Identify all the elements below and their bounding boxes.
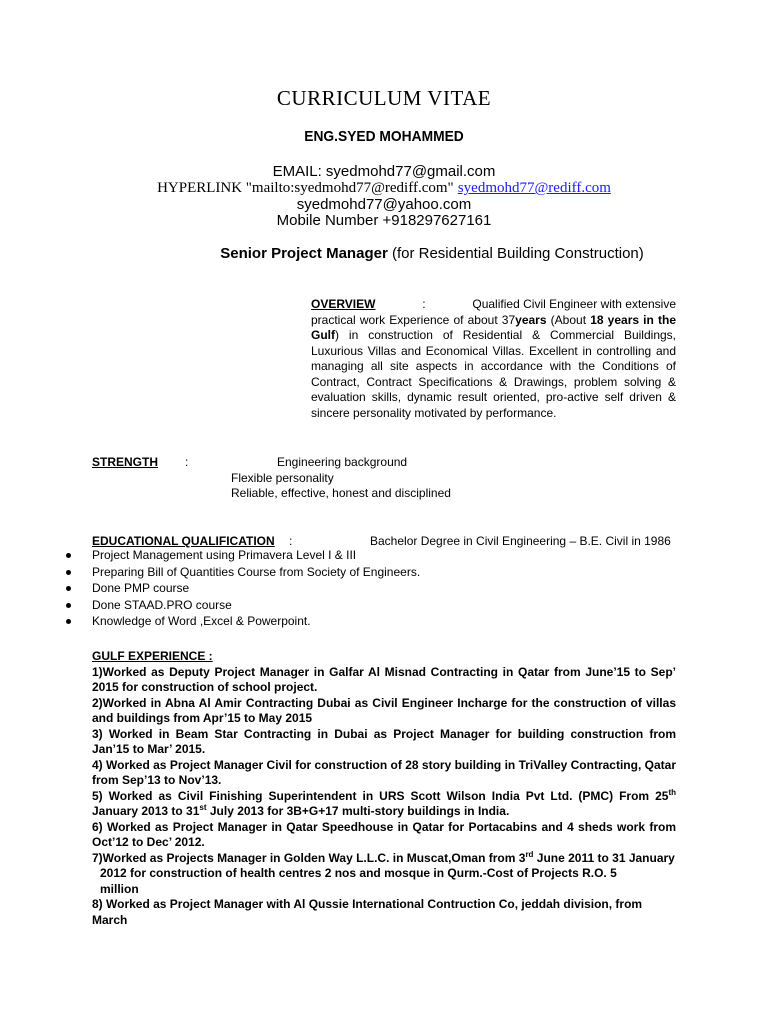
gulf-heading: GULF EXPERIENCE : <box>92 649 213 663</box>
overview-bold-gulf: 18 years in the Gulf <box>311 312 676 342</box>
list-item <box>66 597 706 614</box>
overview-text-1: Qualified Civil Engineer with extensive practical work Experience of about 37 <box>311 297 676 327</box>
list-item <box>66 613 706 630</box>
overview-colon: : <box>422 297 426 311</box>
experience-entry-continued: million <box>100 881 139 896</box>
overview-text-3: ) in construction of Residential & Commercial Buildings, Luxurious Villas and Economical Villas. Excellent in controlling and managing all site aspects in accordance with the Conditions of Contract, Contract Specifications & Drawings, problem solving & evaluation skills, dynamic result oriented, pro-active self driven & sincere personality motivated by performance. <box>311 328 676 420</box>
strength-item: Flexible personality <box>231 471 334 485</box>
bullet-icon <box>66 586 71 591</box>
entry-superscript: rd <box>525 849 534 859</box>
education-heading-text: EDUCATIONAL QUALIFICATION <box>92 534 275 548</box>
entry-text: July 2013 for 3B+G+17 multi-story buildings in India. <box>206 804 510 818</box>
mobile-number: Mobile Number +918297627161 <box>276 212 492 229</box>
experience-entry <box>92 789 676 820</box>
experience-entry-continued: 2012 for construction of health centres 2 nos and mosque in Qurm.-Cost of Projects R.O. 5 <box>100 866 617 880</box>
email-yahoo: syedmohd77@yahoo.com <box>296 196 472 213</box>
list-item <box>66 580 706 597</box>
strength-item: Reliable, effective, honest and disciplined <box>231 486 451 500</box>
bullet-icon <box>66 553 71 558</box>
list-item <box>66 547 706 564</box>
entry-text: June 2011 to 31 January <box>533 850 675 865</box>
list-item-text: Knowledge of Word ,Excel & Powerpoint. <box>92 614 311 628</box>
experience-entry: 2)Worked in Abna Al Amir Contracting Dubai as Civil Engineer Incharge for the construction of villas and buildings from Apr’15 to May 2015 <box>92 695 676 725</box>
bullet-icon <box>66 570 71 575</box>
overview-heading: OVERVIEW <box>311 297 376 311</box>
hyperlink-line <box>0 179 768 197</box>
entry-superscript: st <box>199 803 207 812</box>
strength-heading <box>92 455 158 471</box>
bullet-icon <box>66 619 71 624</box>
strength-colon: : <box>185 455 189 469</box>
list-item <box>66 564 706 581</box>
overview-text-2: (About <box>546 312 591 327</box>
experience-entry: 8) Worked as Project Manager with Al Qussie International Contruction Co, jeddah division, from March <box>92 897 643 927</box>
entry-superscript: th <box>668 787 676 797</box>
experience-entry <box>92 851 676 867</box>
entry-text: 5) Worked as Civil Finishing Superintendent in URS Scott Wilson India Pvt Ltd. (PMC) From 25 <box>92 788 669 803</box>
overview-section <box>311 297 676 421</box>
role-line <box>0 245 768 262</box>
bullet-icon <box>66 603 71 608</box>
education-colon: : <box>289 534 293 548</box>
list-item-text: Preparing Bill of Quantities Course from Society of Engineers. <box>92 564 421 579</box>
education-course-list <box>66 547 706 630</box>
hyperlink-field-code: HYPERLINK "mailto:syedmohd77@rediff.com" <box>157 180 454 196</box>
role-title: Senior Project Manager <box>220 245 388 262</box>
experience-entry: 4) Worked as Project Manager Civil for construction of 28 story building in TriValley Contracting, Qatar from Sep’13 to Nov’13. <box>92 757 676 787</box>
list-item-text: Done PMP course <box>92 581 190 595</box>
email-primary: EMAIL: syedmohd77@gmail.com <box>272 163 496 180</box>
list-item-text: Done STAAD.PRO course <box>92 597 232 612</box>
education-degree: Bachelor Degree in Civil Engineering – B.E. Civil in 1986 <box>370 534 671 548</box>
experience-entry: 1)Worked as Deputy Project Manager in Galfar Al Misnad Contracting in Qatar from June’15 to Sep’ 2015 for construction of school project. <box>92 664 676 694</box>
entry-text: January 2013 to 31 <box>92 804 200 818</box>
rediff-email-link[interactable]: syedmohd77@rediff.com <box>457 180 611 196</box>
experience-entry: 3) Worked in Beam Star Contracting in Dubai as Project Manager for building construction from Jan’15 to Mar’ 2015. <box>92 726 676 756</box>
list-item-text: Project Management using Primavera Level I & III <box>92 548 357 562</box>
strength-item: Engineering background <box>277 455 408 469</box>
page-title: CURRICULUM VITAE <box>276 86 492 110</box>
overview-bold-years: years <box>515 312 547 327</box>
entry-text: 7)Worked as Projects Manager in Golden Way L.L.C. in Muscat,Oman from 3 <box>92 850 526 865</box>
candidate-name: ENG.SYED MOHAMMED <box>304 128 464 145</box>
experience-entry: 6) Worked as Project Manager in Qatar Speedhouse in Qatar for Portacabins and 4 sheds work from Oct’12 to Dec’ 2012. <box>92 819 676 849</box>
strength-heading-text: STRENGTH <box>92 455 158 469</box>
gulf-experience-section <box>92 649 676 928</box>
role-detail: (for Residential Building Construction) <box>391 245 644 262</box>
